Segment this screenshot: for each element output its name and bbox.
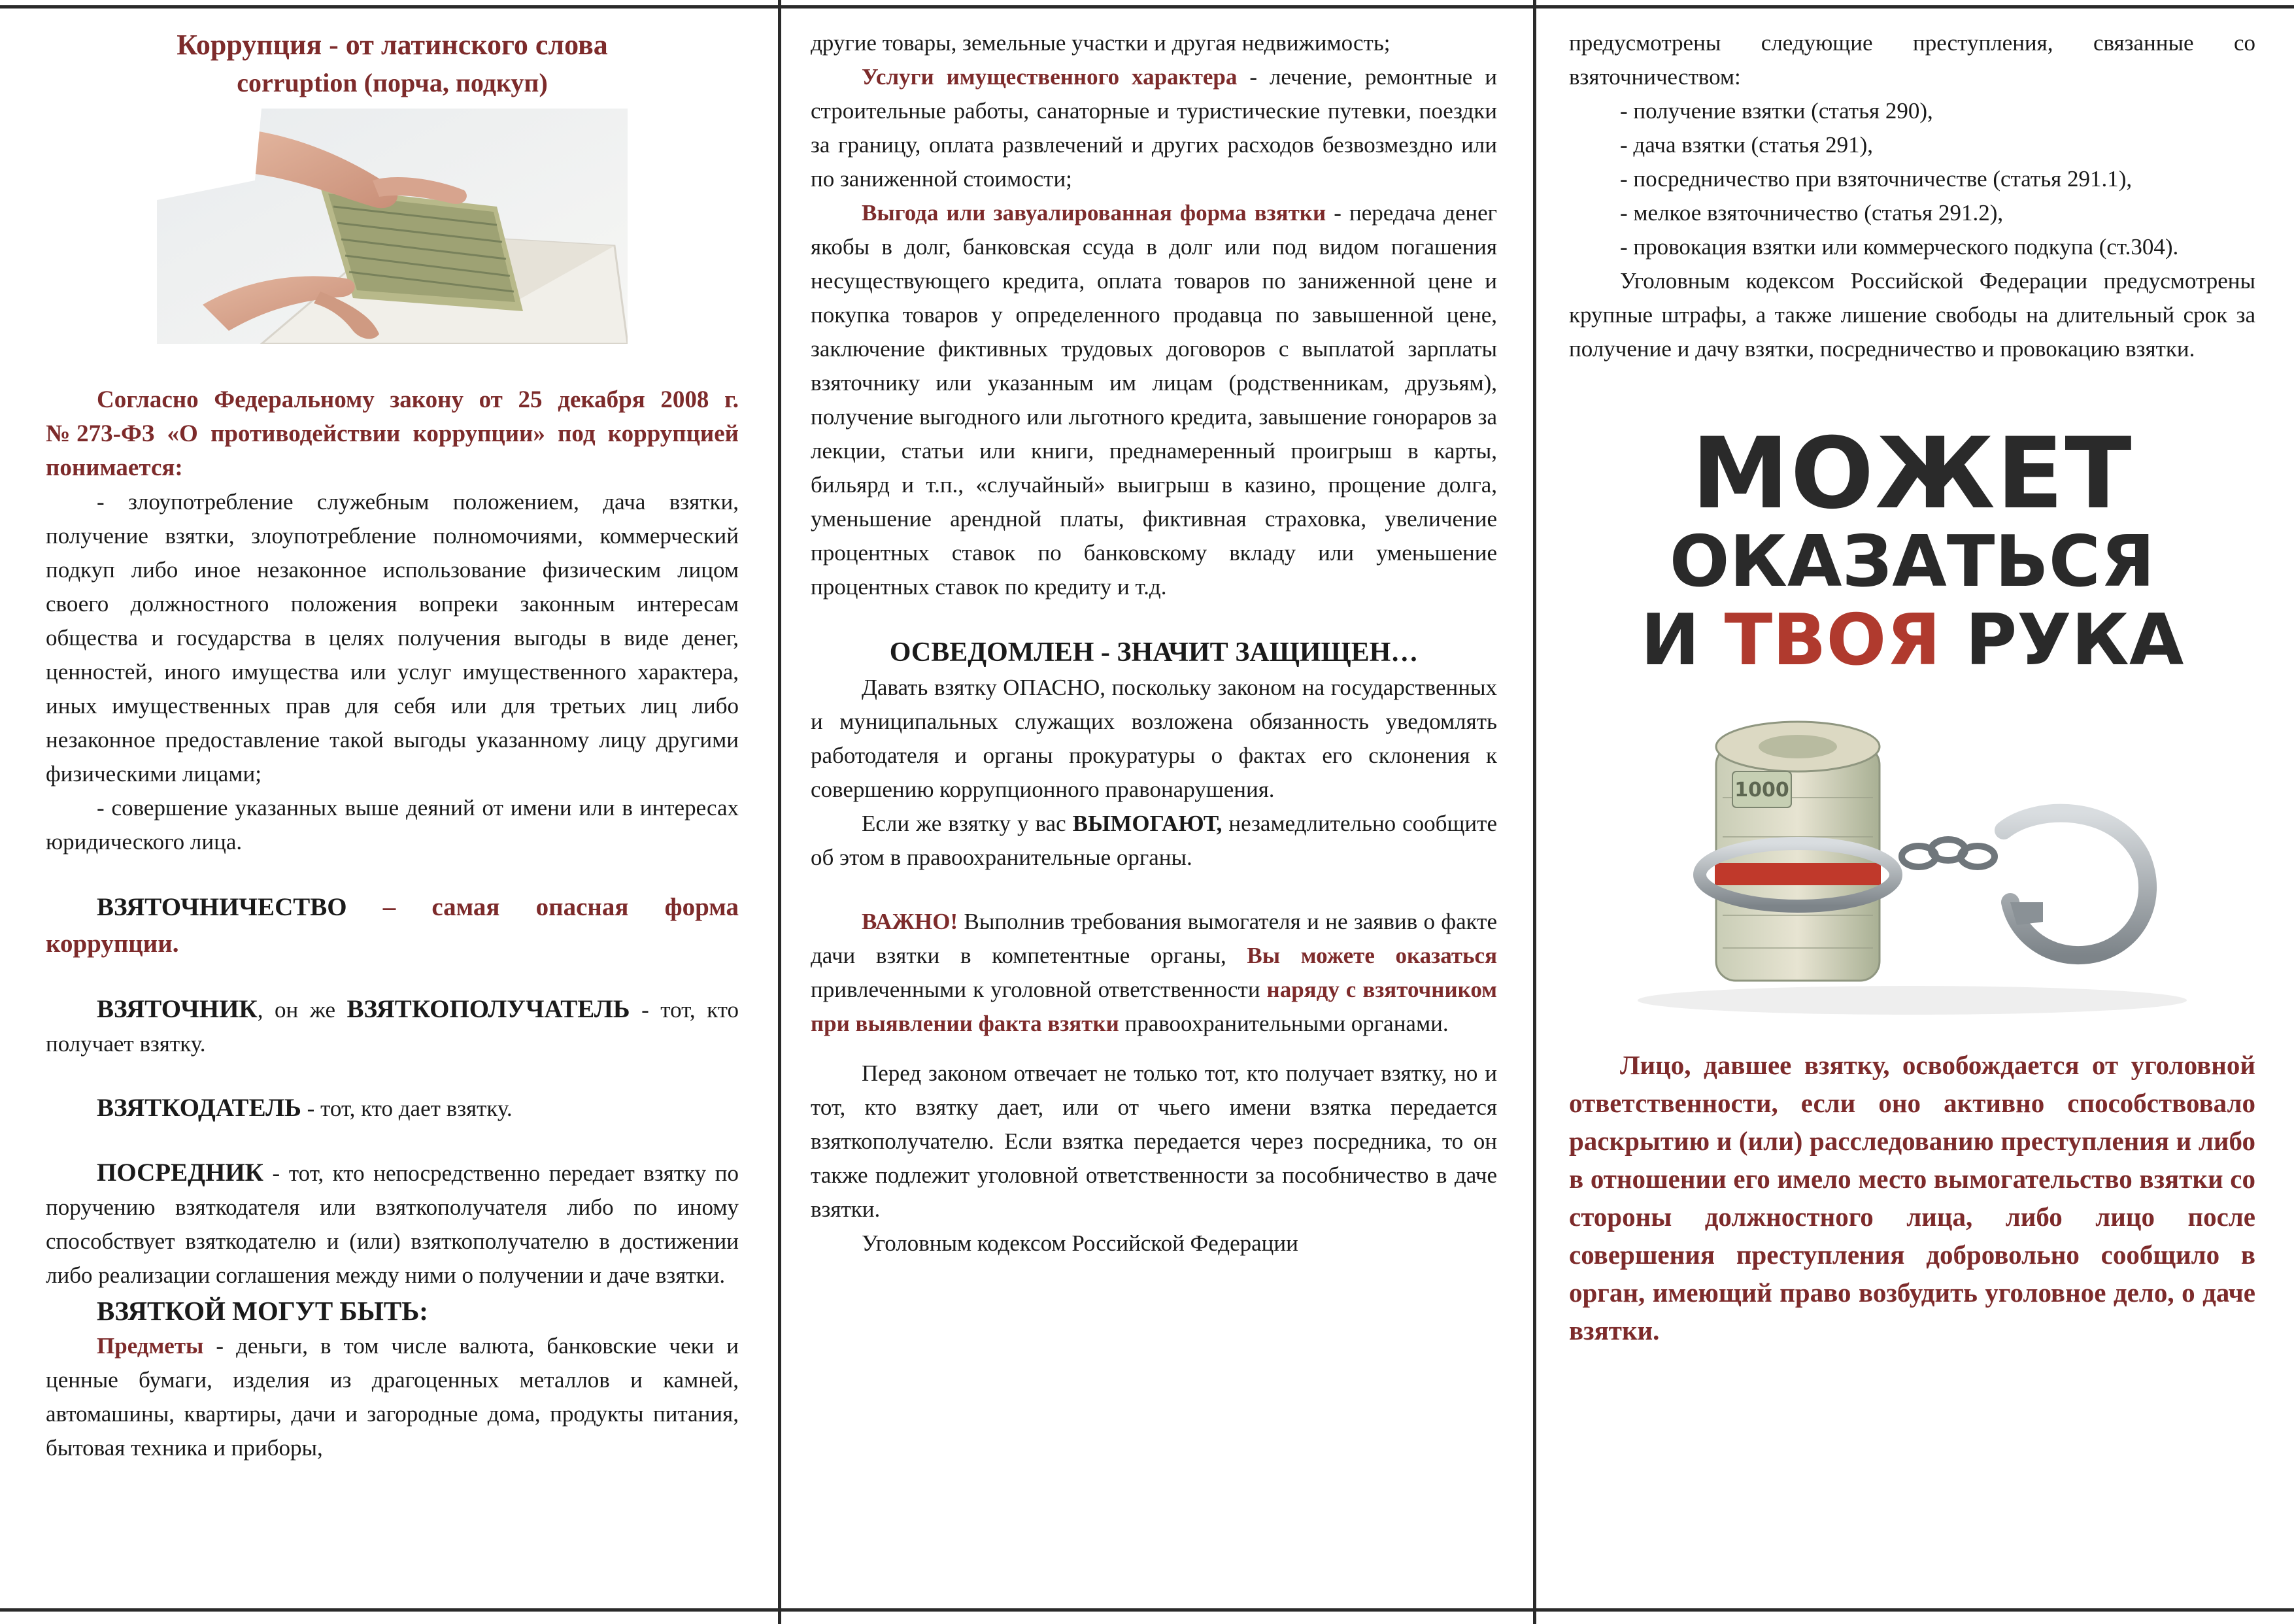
bribe-taker-term: ВЗЯТОЧНИК: [97, 995, 258, 1023]
bribery-definition: [46, 889, 739, 962]
top-border: [0, 5, 2294, 8]
important-red-1: Вы можете оказаться: [1247, 943, 1498, 968]
bribe-giver-rest: - тот, кто дает взятку.: [301, 1096, 513, 1121]
definition-item-1: - злоупотребление служебным положением, дача взятки, получение взятки, злоупотребление полномочиями, коммерческий подкуп либо иное незаконное использование физическим лицом своего должностного положения вопреки законным интересам общества и государства в целях получения выгоды в виде денег, ценностей, иного имущества или услуг имущественного характера, иных имущественных прав для себя или для третьих лиц либо незаконное предоставление такой выгоды указанному лицу другими физическими лицами;: [46, 489, 739, 787]
benefit-term: Выгода или завуалированная форма взятки: [862, 200, 1326, 226]
crime-item-2: - дача взятки (статья 291),: [1620, 132, 1874, 158]
poster-line-3-post: РУКА: [1940, 600, 2184, 681]
title-corruption: Коррупция - от латинского слова: [177, 29, 608, 61]
items-continuation: другие товары, земельные участки и другая недвижимость;: [811, 30, 1391, 56]
penalty-paragraph: Уголовным кодексом Российской Федерации предусмотрены крупные штрафы, а также лишение свободы на длительный срок за получение и дачу взятки, посредничество и провокацию взятки.: [1569, 268, 2255, 362]
bribe-giver-term: ВЗЯТКОДАТЕЛЬ: [97, 1094, 301, 1122]
hands-money-envelope-illustration: [157, 109, 628, 344]
important-mid-2: привлеченными к уголовной ответственности: [811, 977, 1267, 1002]
fold-line-right: [1533, 0, 1536, 1624]
photo-hands-envelope: [157, 109, 628, 344]
bribery-term: ВЗЯТОЧНИЧЕСТВО: [97, 893, 347, 921]
poster-headline: [1569, 417, 2255, 681]
services-definition: [811, 60, 1497, 196]
items-term: Предметы: [97, 1333, 204, 1359]
bribe-taker-mid: , он же: [257, 997, 347, 1023]
extortion-paragraph: [811, 807, 1497, 875]
poster-line-1: МОЖЕТ: [1691, 417, 2133, 531]
benefit-definition: [811, 196, 1497, 604]
important-rest: правоохранительными органами.: [1119, 1011, 1449, 1036]
mediator-term: ПОСРЕДНИК: [97, 1159, 263, 1187]
money-handcuffs-image: [1618, 706, 2206, 1020]
services-term: Услуги имущественного характера: [862, 64, 1238, 90]
informed-heading: ОСВЕДОМЛЕН - ЗНАЧИТ ЗАЩИЩЕН…: [889, 637, 1419, 668]
important-red-2: наряду с взяточником при выявлении факта взятки: [811, 977, 1497, 1036]
crime-item-3: - посредничество при взяточничестве (статья 291.1),: [1620, 166, 2133, 192]
bribe-can-be-heading: ВЗЯТКОЙ МОГУТ БЫТЬ:: [97, 1296, 428, 1326]
fold-line-left: [778, 0, 781, 1624]
poster-line-3-red: ТВОЯ: [1724, 600, 1941, 681]
poster-line-2: ОКАЗАТЬСЯ: [1669, 521, 2155, 603]
extortion-pre: Если же взятку у вас: [862, 811, 1073, 836]
crime-item-4: - мелкое взяточничество (статья 291.2),: [1620, 200, 2004, 226]
definition-item-2: - совершение указанных выше деяний от имени или в интересах юридического лица.: [46, 795, 739, 854]
banknote-label: 1000: [1734, 779, 1789, 802]
extortion-term: ВЫМОГАЮТ,: [1072, 811, 1223, 836]
mediator-definition: [46, 1156, 739, 1293]
title-corruption-origin: corruption (порча, подкуп): [237, 68, 548, 97]
important-mid: Выполнив требования вымогателя и не заявив о факте дачи взятки в компетентные органы,: [811, 909, 1497, 968]
criminal-code-line: Уголовным кодексом Российской Федерации: [862, 1230, 1298, 1256]
money-roll-handcuffs-icon: [1618, 706, 2206, 1020]
bottom-border: [0, 1608, 2294, 1612]
crime-item-5: - провокация взятки или коммерческого подкупа (ст.304).: [1620, 234, 2179, 260]
column-2: [811, 26, 1497, 1598]
poster-line-3: [1569, 601, 2255, 680]
bribery-rest: – самая опасная форма коррупции.: [46, 893, 739, 958]
extortion-rest: незамедлительно сообщите об этом в правоохранительные органы.: [811, 811, 1497, 870]
bribe-giver-definition: [46, 1091, 739, 1126]
important-paragraph: [811, 905, 1497, 1041]
release-from-liability-paragraph: Лицо, давшее взятку, освобождается от уголовной ответственности, если оно активно способствовало раскрытию и (или) расследованию преступления и либо в отношении его имело место вымогательство взятки со стороны должностного лица, либо лицо после совершения преступления добровольно сообщило в орган, имеющий право возбудить уголовное дело, о даче взятки.: [1569, 1050, 2255, 1345]
items-rest: - деньги, в том числе валюта, банковские чеки и ценные бумаги, изделия из драгоценных металлов и камней, автомашины, квартиры, дачи и загородные дома, продукты питания, бытовая техника и приборы,: [46, 1333, 739, 1461]
crime-item-1: - получение взятки (статья 290),: [1620, 98, 1933, 124]
bribe-taker-term2: ВЗЯТКОПОЛУЧАТЕЛЬ: [346, 995, 630, 1023]
benefit-rest: - передача денег якобы в долг, банковская ссуда в долг или под видом погашения несуществующего кредита, оплата товаров по заниженной цене и покупка товаров у определенного продавца по завышенной цене, заключение фиктивных трудовых договоров с выплатой зарплаты взяточнику или указанным им лицам (родственникам, друзьям), получение выгодного или льготного кредита, завышение гонораров за лекции, статьи или книги, преднамеренный проигрыш в карты, бильярд и т.п., «случайный» выигрыш в казино, прощение долга, уменьшение арендной платы, фиктивная страховка, увеличение процентных ставок по банковскому вкладу или уменьшение процентных ставок по кредиту и т.д.: [811, 200, 1497, 600]
items-definition: [46, 1329, 739, 1465]
danger-paragraph: Давать взятку ОПАСНО, поскольку законом на государственных и муниципальных служащих возложена обязанность уведомлять работодателя и органы прокуратуры о фактах его склонения к совершению коррупционного правонарушения.: [811, 675, 1497, 802]
law-intro: Согласно Федеральному закону от 25 декабря 2008 г. №273-ФЗ «О противодействии коррупции» под коррупцией понимается:: [46, 386, 739, 481]
services-rest: - лечение, ремонтные и строительные работы, санаторные и туристические путевки, поездки за границу, оплата развлечений и других расходов безвозмездно или по заниженной стоимости;: [811, 64, 1497, 192]
law-paragraph: Перед законом отвечает не только тот, кто получает взятку, но и тот, кто взятку дает, или от чьего имени взятка передается взяткополучателю. Если взятка передается через посредника, то он также подлежит уголовной ответственности за пособничество в даче взятки.: [811, 1060, 1497, 1222]
important-term: ВАЖНО!: [862, 909, 958, 934]
crimes-intro: предусмотрены следующие преступления, связанные со взяточничеством:: [1569, 30, 2255, 90]
bribe-taker-definition: [46, 992, 739, 1061]
poster-line-3-pre: И: [1640, 600, 1725, 681]
column-3: [1569, 26, 2255, 1598]
bribe-taker-rest: - тот, кто получает взятку.: [46, 997, 739, 1057]
column-1: [46, 26, 739, 1598]
mediator-rest: - тот, кто непосредственно передает взятку по поручению взяткодателя или взяткополучателя либо по иному способствует взяткодателю и (или) взяткополучателю в достижении либо реализации соглашения между ними о получении и даче взятки.: [46, 1160, 739, 1288]
